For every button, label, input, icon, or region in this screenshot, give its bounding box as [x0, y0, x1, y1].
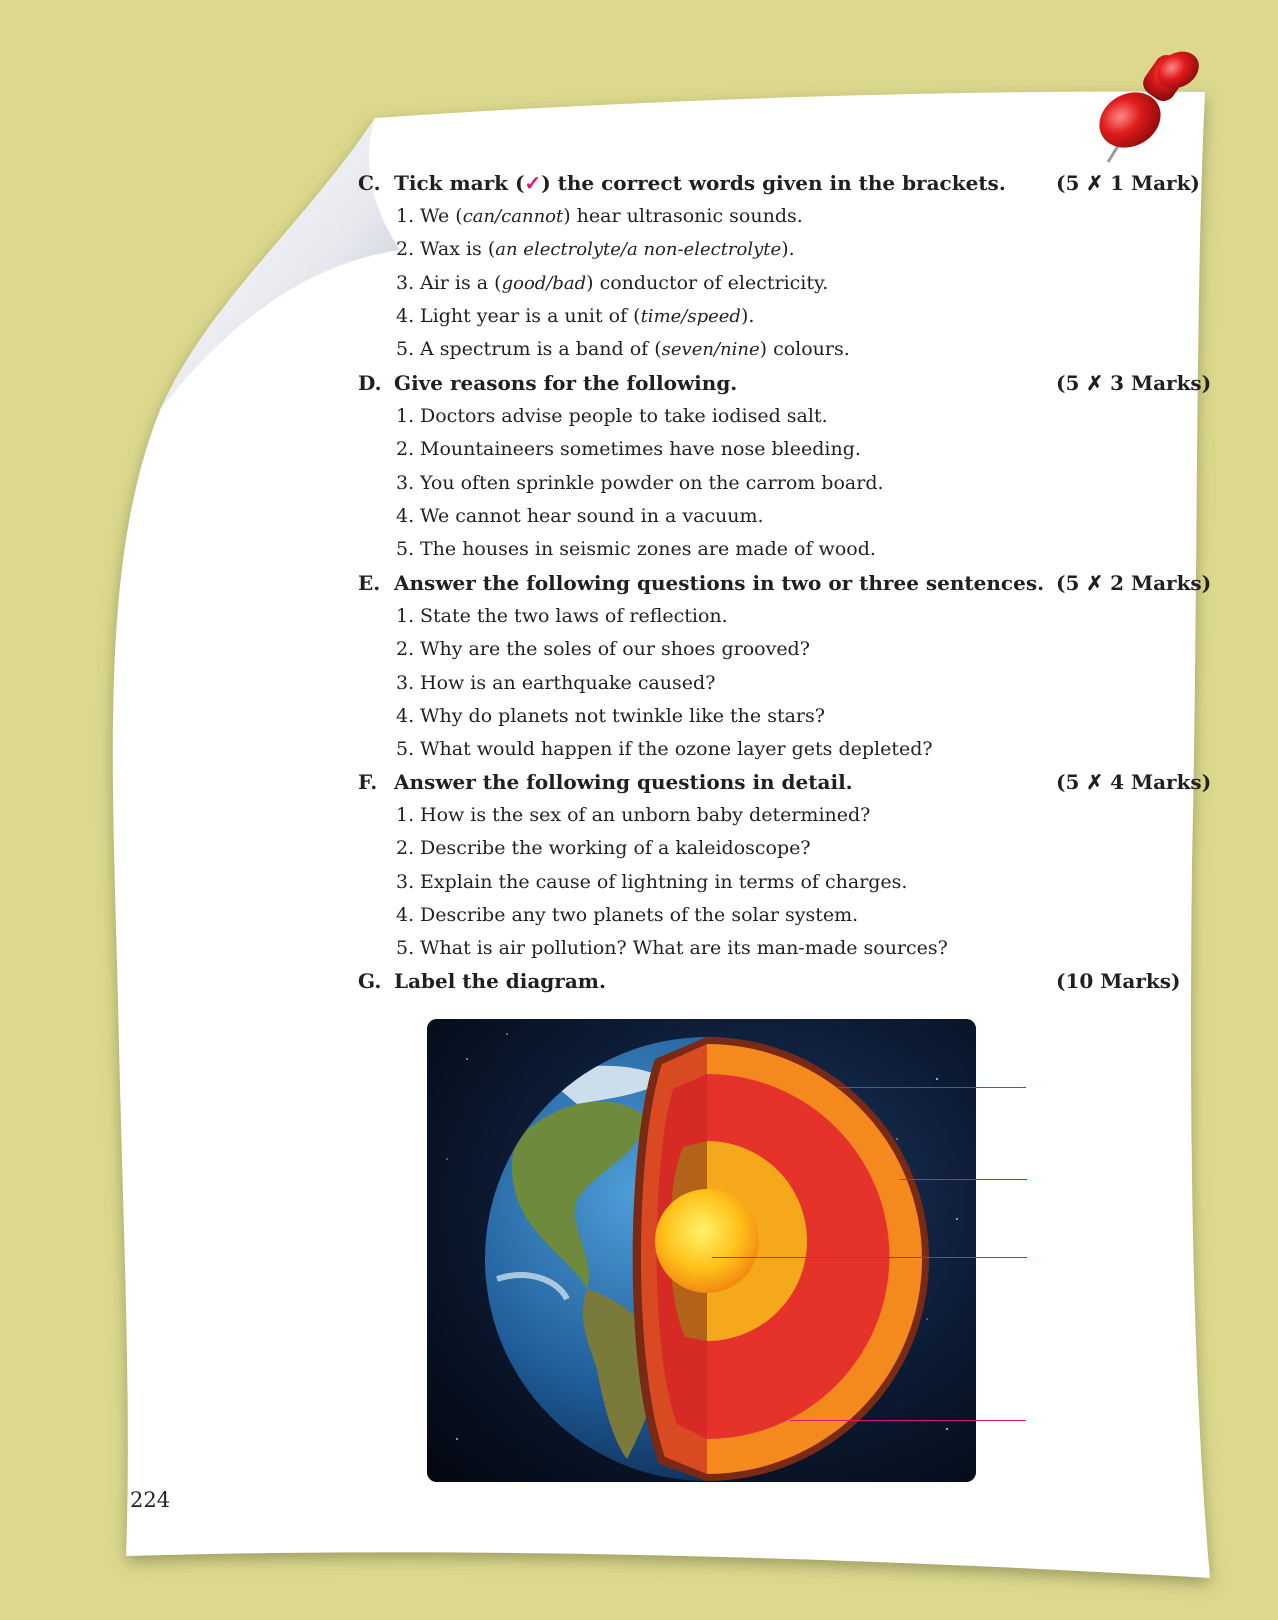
item-number: 5. — [396, 937, 415, 960]
item-number: 4. — [396, 704, 415, 727]
earth-illustration — [427, 1019, 976, 1482]
item-text — [420, 333, 850, 366]
item-number: 2. — [396, 238, 415, 261]
item-text: Why are the soles of our shoes grooved? — [420, 638, 810, 661]
question-item — [358, 533, 1188, 566]
item-text — [420, 300, 754, 333]
section-e — [358, 567, 1212, 766]
item-options: an electrolyte/a non-electrolyte — [495, 239, 782, 261]
section-d — [358, 367, 1212, 566]
item-text: You often sprinkle powder on the carrom board. — [420, 471, 884, 494]
item-text-part: We ( — [420, 205, 463, 227]
section-letter: E. — [358, 571, 381, 595]
section-marks: (5 ✗ 1 Mark) — [1056, 171, 1200, 195]
item-number: 2. — [396, 837, 415, 860]
section-title — [394, 167, 1006, 200]
question-item — [358, 733, 1188, 766]
item-text: The houses in seismic zones are made of wood. — [420, 538, 876, 561]
item-text: Describe the working of a kaleidoscope? — [420, 837, 811, 860]
question-item — [358, 866, 1188, 899]
section-letter: D. — [358, 371, 382, 395]
item-text-part: Wax is ( — [420, 238, 496, 261]
question-item — [358, 932, 1188, 965]
item-text: State the two laws of reflection. — [420, 605, 728, 627]
item-text: Describe any two planets of the solar system. — [420, 903, 859, 926]
section-g — [358, 965, 1188, 998]
item-text-part: A spectrum is a band of ( — [420, 338, 662, 361]
label-line-inner-core — [712, 1257, 1027, 1258]
question-item — [358, 799, 1188, 832]
question-item — [358, 500, 1188, 533]
label-line-mantle — [900, 1179, 1027, 1180]
item-number: 3. — [396, 671, 415, 694]
item-number: 1. — [396, 804, 415, 826]
item-options: good/bad — [501, 272, 587, 294]
section-letter: G. — [358, 969, 382, 993]
question-item — [358, 200, 1188, 233]
section-title: Answer the following questions in detail. — [394, 770, 853, 794]
item-text-part: Light year is a unit of ( — [420, 304, 641, 327]
section-marks: (10 Marks) — [1056, 969, 1181, 993]
title-part: Tick mark ( — [394, 171, 525, 195]
item-text: Doctors advise people to take iodised salt. — [420, 405, 828, 427]
question-item — [358, 400, 1188, 433]
item-number: 4. — [396, 304, 415, 327]
page-number: 224 — [130, 1488, 171, 1512]
item-text-part: ) colours. — [759, 338, 850, 361]
section-f — [358, 766, 1212, 965]
question-item — [358, 899, 1188, 932]
item-number: 1. — [396, 605, 415, 627]
question-item — [358, 600, 1188, 633]
item-text: We cannot hear sound in a vacuum. — [420, 504, 764, 527]
question-item — [358, 333, 1188, 366]
question-item — [358, 633, 1188, 666]
item-text: How is the sex of an unborn baby determined? — [420, 804, 871, 826]
item-text: Mountaineers sometimes have nose bleeding. — [420, 438, 861, 461]
item-number: 4. — [396, 903, 415, 926]
section-header — [358, 965, 1188, 998]
item-number: 3. — [396, 870, 415, 893]
item-text-part: ) hear ultrasonic sounds. — [563, 205, 803, 227]
item-number: 5. — [396, 538, 415, 561]
section-title: Give reasons for the following. — [394, 371, 738, 395]
question-item — [358, 467, 1188, 500]
item-number: 2. — [396, 438, 415, 461]
item-text — [420, 233, 795, 266]
item-text-part: ) conductor of electricity. — [586, 271, 829, 294]
item-text: What is air pollution? What are its man-made sources? — [420, 937, 948, 960]
section-header — [358, 367, 1212, 400]
item-text-part: ). — [740, 304, 755, 327]
item-text: Explain the cause of lightning in terms of charges. — [420, 870, 908, 893]
item-number: 4. — [396, 504, 415, 527]
item-number: 2. — [396, 638, 415, 661]
section-marks: (5 ✗ 2 Marks) — [1056, 571, 1212, 595]
question-item — [358, 300, 1188, 333]
section-header — [358, 567, 1212, 600]
item-options: time/speed — [640, 305, 741, 327]
section-header — [358, 167, 1200, 200]
item-number: 1. — [396, 405, 415, 427]
label-line-crust — [838, 1087, 1026, 1088]
question-item — [358, 433, 1188, 466]
item-options: can/cannot — [462, 206, 564, 227]
question-item — [358, 700, 1188, 733]
question-item — [358, 267, 1188, 300]
tick-mark-icon: ✓ — [524, 171, 542, 195]
section-title: Answer the following questions in two or three sentences. — [394, 571, 1045, 595]
item-text — [420, 267, 828, 300]
question-item — [358, 832, 1188, 865]
section-marks: (5 ✗ 4 Marks) — [1056, 770, 1212, 794]
item-text: Why do planets not twinkle like the stars? — [420, 704, 825, 727]
title-part: ) the correct words given in the brackets. — [541, 171, 1006, 195]
section-c — [358, 167, 1200, 366]
item-number: 5. — [396, 338, 415, 361]
item-number: 3. — [396, 271, 415, 294]
item-text: What would happen if the ozone layer gets depleted? — [420, 738, 933, 761]
item-text-part: ). — [781, 238, 795, 261]
section-letter: F. — [358, 770, 378, 794]
section-header — [358, 766, 1212, 799]
item-number: 3. — [396, 471, 415, 494]
section-marks: (5 ✗ 3 Marks) — [1056, 371, 1212, 395]
label-line-outer-mantle — [790, 1420, 1026, 1421]
section-title: Label the diagram. — [394, 969, 606, 993]
question-item — [358, 667, 1188, 700]
item-text — [420, 200, 803, 233]
earth-layers-diagram — [427, 1019, 976, 1482]
item-text: How is an earthquake caused? — [420, 671, 716, 694]
item-number: 1. — [396, 205, 415, 227]
item-number: 5. — [396, 738, 415, 761]
section-letter: C. — [358, 171, 381, 195]
item-options: seven/nine — [661, 339, 760, 361]
question-item — [358, 233, 1188, 266]
item-text-part: Air is a ( — [420, 271, 502, 294]
